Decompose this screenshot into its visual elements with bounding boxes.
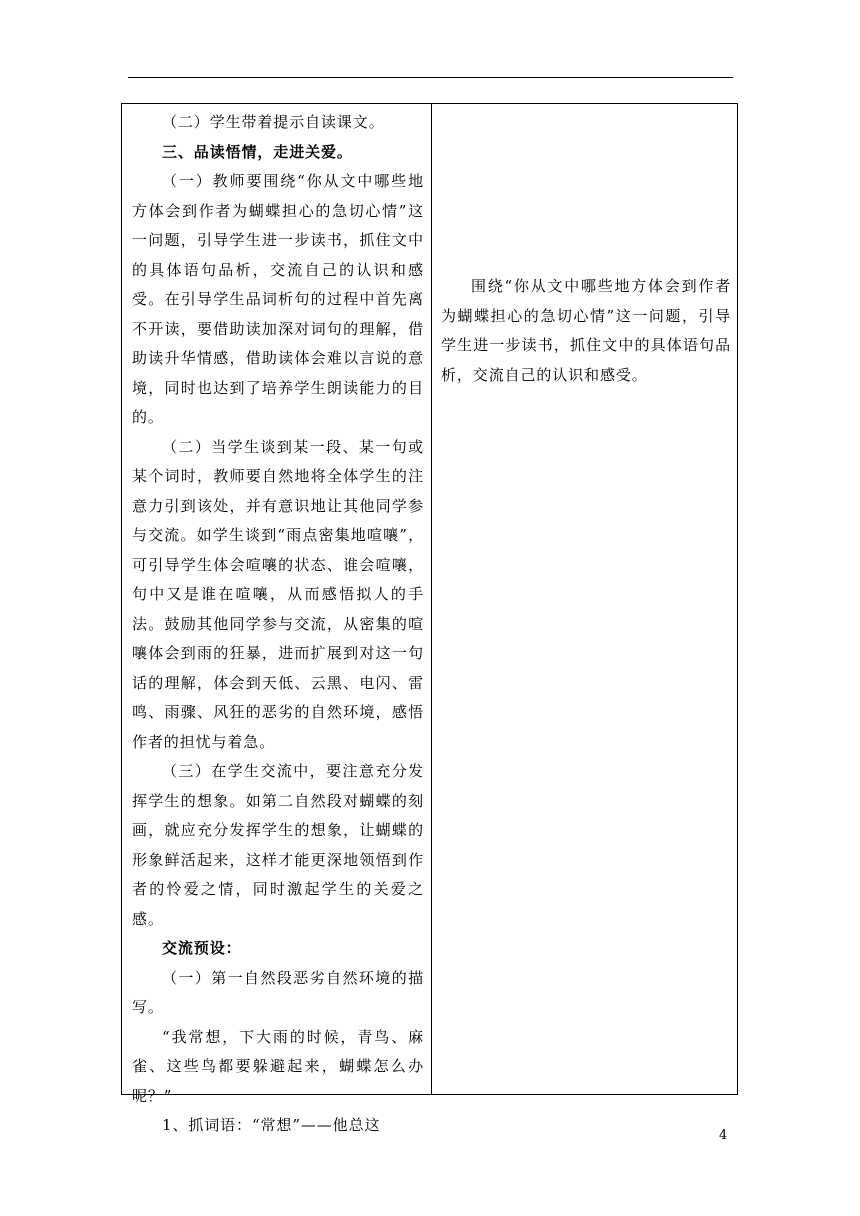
header-rule (128, 77, 733, 78)
paragraph-key-words: 1、抓词语：“常想”——他总这 (162, 1116, 381, 1134)
lesson-table (121, 103, 738, 1134)
paragraph-self-reading: （二）学生带着提示自读课文。 (162, 113, 385, 131)
section-heading-read-and-feel: 三、品读悟情，走进关爱。 (162, 142, 353, 161)
paragraph-focus-attention: （二）当学生谈到某一段、某一句或某个词时，教师要自然地将全体学生的注意力引到该处，并有意识地让其他同学参与交流。如学生谈到“雨点密集地喧嚷”，可引导学生体会喧嚷的状态、谁会喧嚷，句中又是谁在喧嚷，从而感悟拟人的手法。鼓励其他同学参与交流，从密集的喧嚷体会到雨的狂暴，进而扩展到对这一句话的理解，体会到天低、云黑、电闪、雷鸣、雨骤、风狂的恶劣的自然环境，感悟作者的担忧与着急。 (132, 437, 424, 751)
paragraph-quote: “我常想，下大雨的时候，青鸟、麻雀、这些鸟都要躲避起来，蝴蝶怎么办呢？” (132, 1027, 424, 1105)
teaching-process-column (132, 108, 424, 1141)
paragraph-teacher-guidance: （一）教师要围绕“你从文中哪些地方体会到作者为蝴蝶担心的急切心情”这一问题，引导学生进一步读书，抓住文中的具体语句品析，交流自己的认识和感受。在引导学生品词析句的过程中首先离不开读，要借助读加深对词句的理解，借助读升华情感，借助读体会难以言说的意境，同时也达到了培养学生朗读能力的目的。 (132, 172, 424, 426)
page-number: 4 (719, 1128, 728, 1143)
design-intent-note: 围绕“你从文中哪些地方体会到作者为蝴蝶担心的急切心情”这一问题，引导学生进一步读书，抓住文中的具体语句品析，交流自己的认识和感受。 (441, 277, 731, 384)
paragraph-imagination: （三）在学生交流中，要注意充分发挥学生的想象。如第二自然段对蝴蝶的刻画，就应充分发挥学生的想象，让蝴蝶的形象鲜活起来，这样才能更深地领悟到作者的怜爱之情，同时激起学生的关爱之感。 (132, 762, 424, 928)
design-intent-column (441, 272, 731, 390)
paragraph-environment-description: （一）第一自然段恶劣自然环境的描写。 (132, 968, 424, 1016)
column-divider (431, 104, 432, 1094)
section-heading-discussion-preset: 交流预设： (162, 939, 242, 957)
